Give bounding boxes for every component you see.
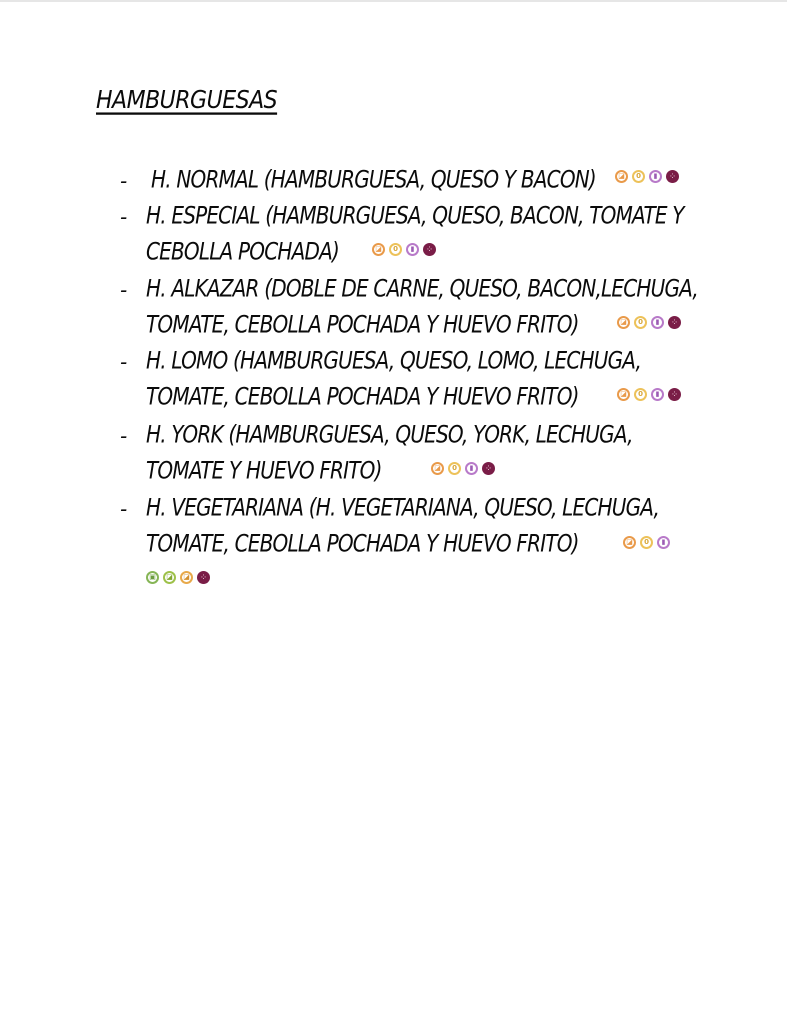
gluten-icon: ◪: [615, 170, 628, 183]
bullet-dash: -: [120, 205, 128, 229]
bullet-dash: -: [120, 424, 128, 448]
egg-icon: 0: [632, 170, 645, 183]
item-line: H. NORMAL (HAMBURGUESA, QUESO Y BACON): [151, 165, 596, 194]
gluten-icon: ◪: [372, 243, 385, 256]
milk-icon: ▮: [649, 170, 662, 183]
egg-icon: 0: [640, 536, 653, 549]
gluten-icon: ◪: [431, 462, 444, 475]
gluten-icon: ◪: [623, 536, 636, 549]
item-line: TOMATE Y HUEVO FRITO): [146, 456, 382, 485]
milk-icon: ▮: [657, 536, 670, 549]
allergen-icons: [431, 462, 495, 475]
milk-icon: ▮: [406, 243, 419, 256]
item-line: H. ALKAZAR (DOBLE DE CARNE, QUESO, BACON,LECHUGA,: [146, 274, 698, 303]
allergen-icons: [617, 388, 681, 401]
gluten-icon: ◪: [617, 316, 630, 329]
item-line: TOMATE, CEBOLLA POCHADA Y HUEVO FRITO): [146, 310, 579, 339]
allergen-icons: [615, 170, 679, 183]
bullet-dash: -: [120, 350, 128, 374]
soy-icon: ◪: [163, 571, 176, 584]
mustard-icon: ⁘: [668, 388, 681, 401]
bullet-dash: -: [120, 497, 128, 521]
mustard-icon: ⁘: [197, 571, 210, 584]
item-line: CEBOLLA POCHADA): [146, 237, 339, 266]
allergen-icons: [623, 536, 670, 549]
section-title: HAMBURGUESAS: [96, 86, 278, 115]
egg-icon: 0: [634, 316, 647, 329]
milk-icon: ▮: [651, 388, 664, 401]
item-line: TOMATE, CEBOLLA POCHADA Y HUEVO FRITO): [146, 529, 579, 558]
milk-icon: ▮: [651, 316, 664, 329]
mustard-icon: ⁘: [482, 462, 495, 475]
milk-icon: ▮: [465, 462, 478, 475]
allergen-icons: [372, 243, 436, 256]
item-line: H. ESPECIAL (HAMBURGUESA, QUESO, BACON, TOMATE Y: [146, 201, 684, 230]
item-line: H. VEGETARIANA (H. VEGETARIANA, QUESO, LECHUGA,: [146, 493, 660, 522]
gluten-icon: ◪: [180, 571, 193, 584]
egg-icon: 0: [448, 462, 461, 475]
item-line: H. YORK (HAMBURGUESA, QUESO, YORK, LECHUGA,: [146, 420, 633, 449]
egg-icon: 0: [634, 388, 647, 401]
gluten-icon: ◪: [617, 388, 630, 401]
mustard-icon: ⁘: [666, 170, 679, 183]
mustard-icon: ⁘: [668, 316, 681, 329]
bullet-dash: -: [120, 278, 128, 302]
allergen-icons: [617, 316, 681, 329]
item-line: TOMATE, CEBOLLA POCHADA Y HUEVO FRITO): [146, 382, 579, 411]
egg-icon: 0: [389, 243, 402, 256]
bullet-dash: -: [120, 169, 128, 193]
allergen-icons-extra: [146, 571, 210, 584]
celery-icon: ▣: [146, 571, 159, 584]
item-line: H. LOMO (HAMBURGUESA, QUESO, LOMO, LECHUGA,: [146, 346, 642, 375]
mustard-icon: ⁘: [423, 243, 436, 256]
